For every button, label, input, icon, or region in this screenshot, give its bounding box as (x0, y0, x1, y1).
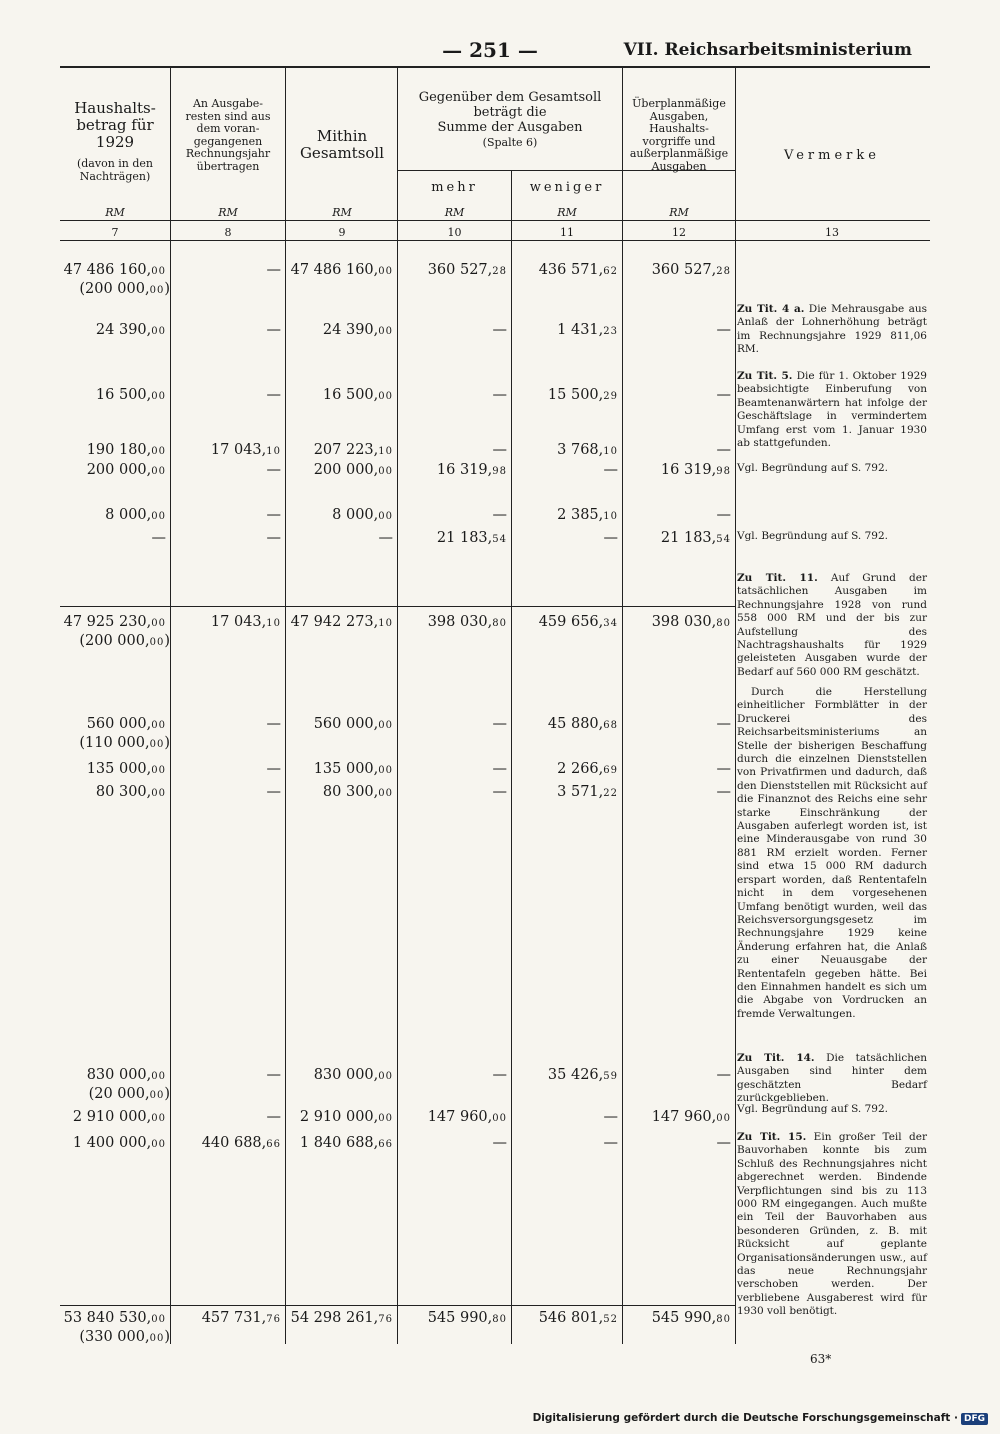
table-cell: — (716, 322, 731, 338)
note-text: Durch die Herstellung einheitlicher Formblätter in der Druckerei des Reichsarbeitsministeriums an Stelle der bisherigen Beschaffung durch die einzelnen Dienststellen von Privatfirmen und dadurch, daß den Dienststellen mit Rücksicht auf die Finanznot des Reichs eine sehr starke Einschränkung der Ausgaben auferlegt worden ist, ist eine Minderausgabe von rund 30 881 RM erzielt worden. Ferner sind etwa 15 000 RM dadurch erspart worden, daß Rententafeln nicht in dem vorgesehenen Umfang benötigt wurden, weil das Reichsversorgungsgesetz im Rechnungsjahre 1929 keine Änderung erfahren hat, die Anlaß zu einer Neuausgabe der Rententafeln gegeben hätte. Bei den Einnahmen handelt es sich um die Abgabe von Vordrucken an fremde Verwaltungen. (737, 686, 927, 1020)
table-cell: — (266, 1067, 281, 1083)
note-entry (737, 686, 927, 1021)
table-cell: 545 990,80 (651, 1310, 731, 1326)
table-cell: — (716, 442, 731, 458)
table-cell: — (492, 387, 507, 403)
table-cell: — (716, 716, 731, 732)
table-cell: 2 910 000,00 (299, 1109, 393, 1125)
note-entry (737, 303, 927, 357)
table-cell: 1 400 000,00 (72, 1135, 166, 1151)
table-cell: 398 030,80 (427, 614, 507, 630)
header-col13: Vermerke (784, 148, 880, 163)
table-cell: 560 000,00 (313, 716, 393, 732)
note-lead: Zu Tit. 4 a. (737, 303, 805, 315)
table-cell-supplement: (110 000,00) (79, 735, 170, 751)
table-cell: — (603, 462, 618, 478)
note-text: Die für 1. Oktober 1929 beabsichtigte Einberufung von Beamtenanwärtern hat infolge der Geschäftslage in vermindertem Umfang erst vom 1. Januar 1930 ab stattgefunden. (737, 370, 927, 450)
table-cell: — (266, 716, 281, 732)
table-cell: — (492, 761, 507, 777)
unit-label: RM (332, 206, 352, 219)
column-number: 12 (672, 226, 686, 239)
table-cell: 200 000,00 (86, 462, 166, 478)
table-cell: — (716, 1135, 731, 1151)
table-cell: — (492, 507, 507, 523)
column-number: 7 (111, 226, 119, 239)
table-cell: 47 486 160,00 (63, 262, 166, 278)
table-cell: 16 500,00 (95, 387, 166, 403)
column-number: 10 (447, 226, 462, 239)
table-cell: 200 000,00 (313, 462, 393, 478)
table-cell: — (716, 761, 731, 777)
table-cell: 135 000,00 (313, 761, 393, 777)
table-cell: 398 030,80 (651, 614, 731, 630)
table-cell: — (492, 1067, 507, 1083)
header-col11: weniger (529, 180, 605, 195)
table-cell: — (603, 1135, 618, 1151)
note-entry (737, 1052, 927, 1106)
table-cell: 135 000,00 (86, 761, 166, 777)
table-cell: — (716, 507, 731, 523)
note-lead: Zu Tit. 14. (737, 1052, 815, 1064)
table-cell: 80 300,00 (95, 784, 166, 800)
table-cell: 54 298 261,76 (290, 1310, 393, 1326)
table-cell: 459 656,34 (538, 614, 618, 630)
table-cell: 15 500,29 (547, 387, 618, 403)
table-cell: 1 431,23 (557, 322, 618, 338)
table-cell: 8 000,00 (105, 507, 166, 523)
table-cell: — (492, 716, 507, 732)
table-cell: 16 319,98 (660, 462, 731, 478)
table-cell: — (266, 507, 281, 523)
table-cell: — (716, 784, 731, 800)
page-number: — 251 — (442, 38, 538, 62)
table-cell-supplement: (200 000,00) (79, 633, 170, 649)
table-cell: 16 319,98 (436, 462, 507, 478)
table-cell: 8 000,00 (332, 507, 393, 523)
table-cell: 80 300,00 (322, 784, 393, 800)
note-lead: Zu Tit. 5. (737, 370, 793, 382)
note-text: Die tatsächlichen Ausgaben sind hinter dem geschätzten Bedarf zurückgeblieben. (737, 1052, 927, 1105)
table-cell: — (492, 442, 507, 458)
table-cell: 190 180,00 (86, 442, 166, 458)
running-head: VII. Reichsarbeitsministerium (623, 40, 912, 60)
table-cell: 24 390,00 (95, 322, 166, 338)
note-entry (737, 462, 927, 475)
table-cell: 457 731,76 (201, 1310, 281, 1326)
table-cell: 3 571,22 (557, 784, 618, 800)
table-cell: — (266, 530, 281, 546)
table-cell: 17 043,10 (210, 442, 281, 458)
table-cell: 17 043,10 (210, 614, 281, 630)
column-number: 8 (224, 226, 232, 239)
note-text: Auf Grund der tatsächlichen Ausgaben im Rechnungsjahre 1928 von rund 558 000 RM und der bis zur Aufstellung des Nachtragshaushalts für 1929 geleisteten Ausgaben wurde der Bedarf auf 560 000 RM geschätzt. (737, 572, 928, 678)
column-number: 13 (825, 226, 839, 239)
table-cell: 21 183,54 (436, 530, 507, 546)
header-col12: Überplanmäßige Ausgaben, Haushalts- vorgriffe und außerplanmäßige Ausgaben (629, 97, 729, 173)
note-lead: Zu Tit. 11. (737, 572, 818, 584)
note-entry (737, 1131, 927, 1319)
unit-label: RM (557, 206, 577, 219)
unit-label: RM (669, 206, 689, 219)
table-cell-supplement: (20 000,00) (88, 1086, 170, 1102)
note-text: Vgl. Begründung auf S. 792. (737, 1103, 888, 1115)
table-cell: 207 223,10 (313, 442, 393, 458)
table-cell: 147 960,00 (427, 1109, 507, 1125)
table-cell: 147 960,00 (651, 1109, 731, 1125)
table-cell: 16 500,00 (322, 387, 393, 403)
table-cell: 47 942 273,10 (290, 614, 393, 630)
unit-label: RM (105, 206, 125, 219)
signature-mark: 63* (810, 1352, 832, 1366)
column-number: 9 (338, 226, 346, 239)
table-cell: — (492, 784, 507, 800)
table-cell: 830 000,00 (86, 1067, 166, 1083)
note-text: Die Mehrausgabe aus Anlaß der Lohnerhöhung beträgt im Rechnungsjahre 1929 811,06 RM. (737, 303, 927, 356)
table-cell: 53 840 530,00 (63, 1310, 166, 1326)
table-cell: — (266, 462, 281, 478)
table-cell: 21 183,54 (660, 530, 731, 546)
table-cell: — (266, 387, 281, 403)
header-col10-11-group: Gegenüber dem Gesamtsoll beträgt die Summe der Ausgaben (Spalte 6) (418, 90, 602, 149)
table-cell-supplement: (330 000,00) (79, 1329, 170, 1345)
note-entry (737, 572, 927, 679)
table-cell: — (151, 530, 166, 546)
table-cell: 830 000,00 (313, 1067, 393, 1083)
table-cell: 545 990,80 (427, 1310, 507, 1326)
table-cell: — (603, 1109, 618, 1125)
table-cell: 560 000,00 (86, 716, 166, 732)
table-cell: — (266, 784, 281, 800)
table-cell: 47 486 160,00 (290, 262, 393, 278)
table-cell: — (378, 530, 393, 546)
table-cell: 2 385,10 (557, 507, 618, 523)
table-cell: 47 925 230,00 (63, 614, 166, 630)
table-cell: 2 910 000,00 (72, 1109, 166, 1125)
table-cell: 440 688,66 (201, 1135, 281, 1151)
table-cell: 546 801,52 (538, 1310, 618, 1326)
note-entry (737, 1103, 927, 1116)
note-lead: Zu Tit. 15. (737, 1131, 807, 1143)
footer-credit: Digitalisierung gefördert durch die Deutsche Forschungsgemeinschaft · DFG (533, 1412, 988, 1425)
table-cell: 2 266,69 (557, 761, 618, 777)
note-entry (737, 530, 927, 543)
table-cell: — (492, 1135, 507, 1151)
table-cell: — (266, 761, 281, 777)
dfg-logo: DFG (961, 1413, 988, 1425)
unit-label: RM (218, 206, 238, 219)
table-cell: 24 390,00 (322, 322, 393, 338)
header-col7: Haushalts- betrag für 1929 (davon in den Nachträgen) (74, 99, 156, 183)
table-cell: 436 571,62 (538, 262, 618, 278)
table-cell: 360 527,28 (651, 262, 731, 278)
header-col10: mehr (431, 180, 478, 195)
table-cell: — (266, 1109, 281, 1125)
header-col9: Mithin Gesamtsoll (299, 127, 385, 162)
table-cell: — (716, 387, 731, 403)
table-cell: — (603, 530, 618, 546)
note-text: Vgl. Begründung auf S. 792. (737, 530, 888, 542)
table-cell: — (716, 1067, 731, 1083)
column-number: 11 (560, 226, 574, 239)
table-cell: — (266, 322, 281, 338)
note-text: Vgl. Begründung auf S. 792. (737, 462, 888, 474)
table-cell-supplement: (200 000,00) (79, 281, 170, 297)
note-text: Ein großer Teil der Bauvorhaben konnte bis zum Schluß des Rechnungsjahres nicht abgerechnet werden. Bindende Verpflichtungen sind bis zu 113 000 RM eingegangen. Auch mußte ein Teil der Bauvorhaben aus besonderen Gründen, z. B. mit Rücksicht auf geplante Organisationsänderungen usw., auf das neue Rechnungsjahr verschoben werden. Der verbliebene Ausgaberest wird für 1930 voll benötigt. (737, 1131, 927, 1318)
table-cell: — (266, 262, 281, 278)
table-cell: 1 840 688,66 (299, 1135, 393, 1151)
table-cell: 35 426,59 (547, 1067, 618, 1083)
table-cell: 3 768,10 (557, 442, 618, 458)
table-cell: — (492, 322, 507, 338)
table-cell: 45 880,68 (547, 716, 618, 732)
unit-label: RM (444, 206, 465, 219)
note-entry (737, 370, 927, 450)
table-cell: 360 527,28 (427, 262, 507, 278)
header-col8: An Ausgabe- resten sind aus dem voran- gegangenen Rechnungsjahr übertragen (185, 97, 271, 173)
